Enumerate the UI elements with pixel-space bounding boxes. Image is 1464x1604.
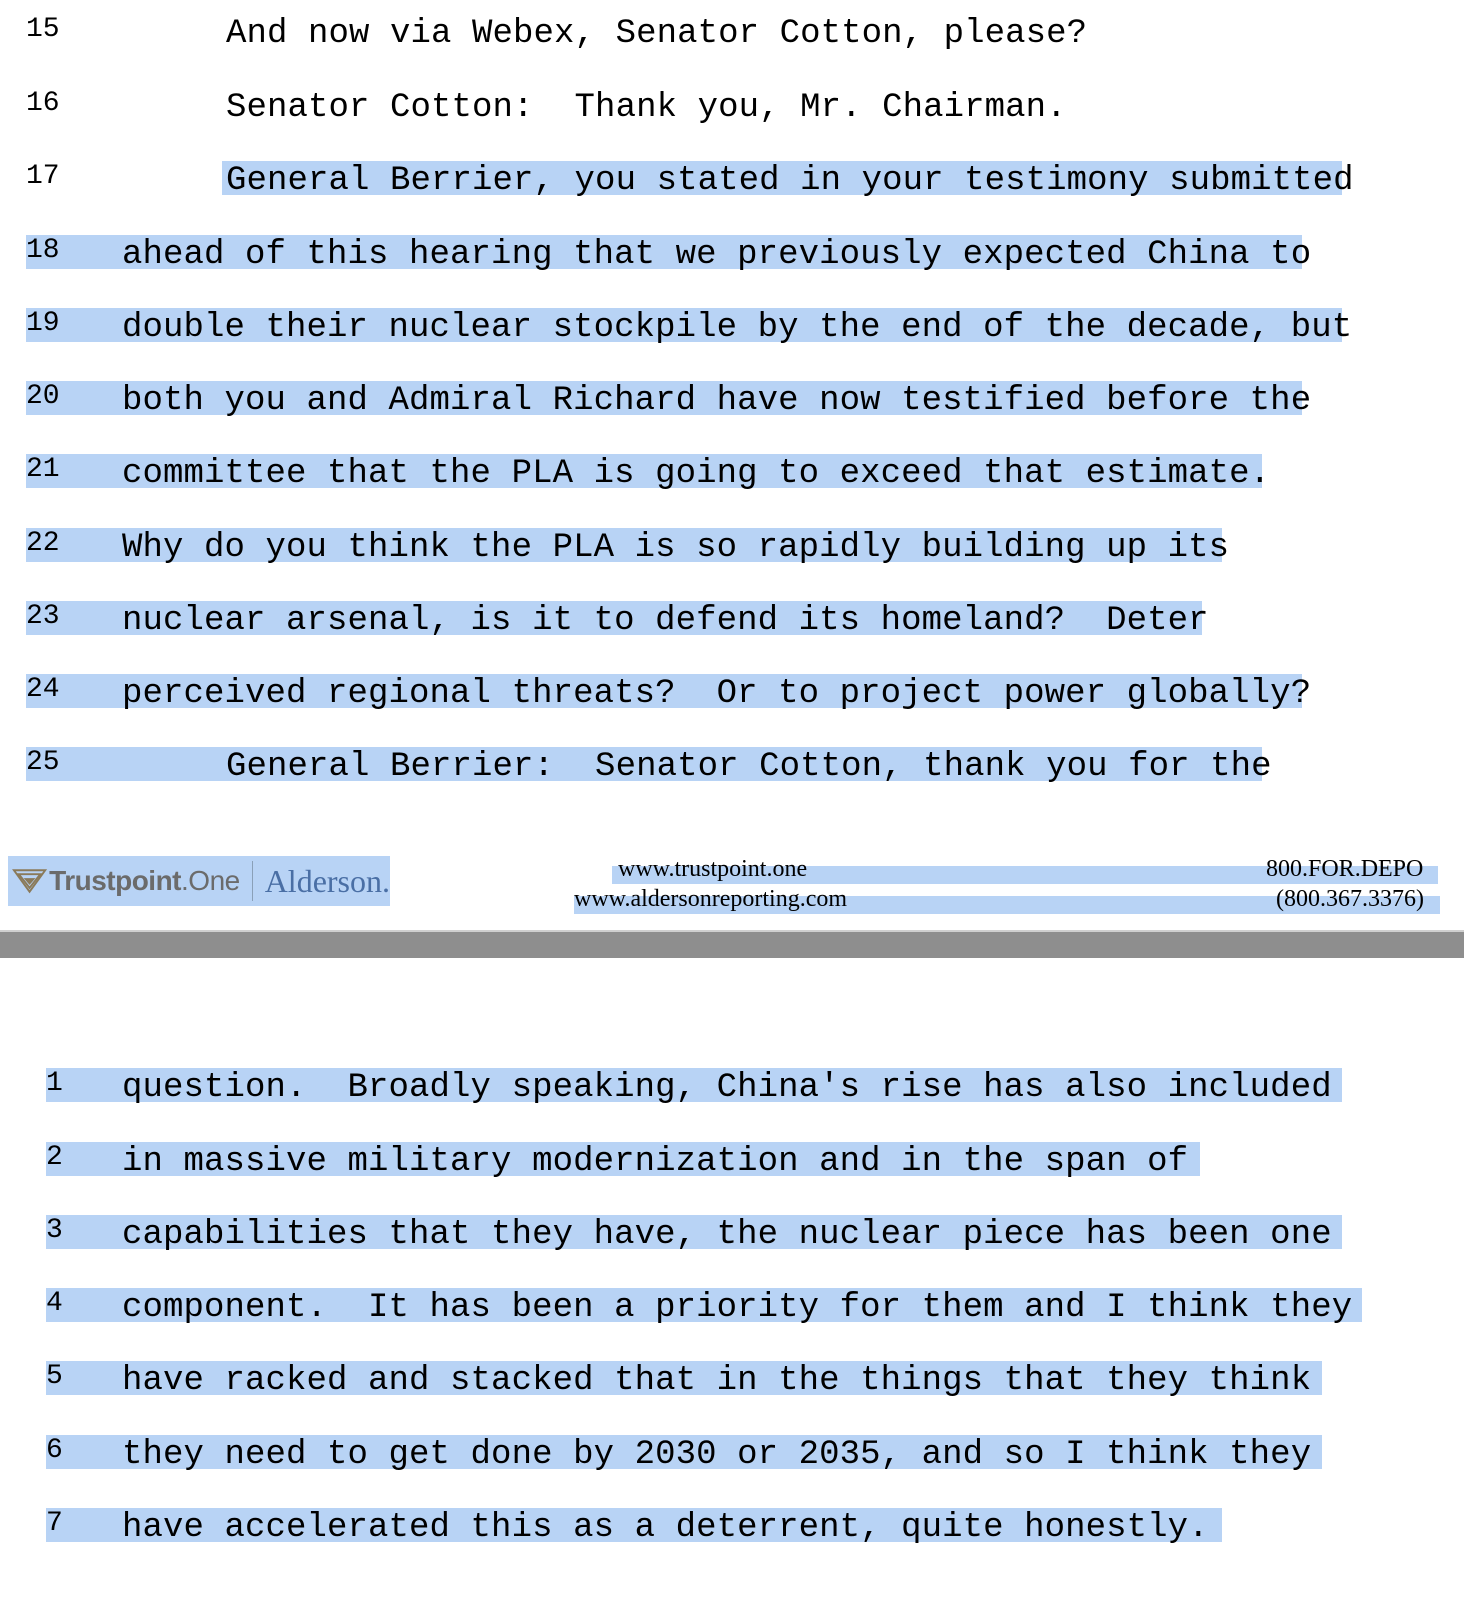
line-number: 19 [26, 308, 60, 339]
line-text[interactable]: committee that the PLA is going to exceed that estimate. [122, 455, 1271, 493]
line-text[interactable]: double their nuclear stockpile by the end of the decade, but [122, 309, 1353, 347]
footer-phone-number: (800.367.3376) [1276, 886, 1424, 912]
line-text[interactable]: question. Broadly speaking, China's rise has also included [122, 1069, 1332, 1107]
transcript-line [0, 743, 1464, 786]
line-number: 4 [46, 1288, 63, 1319]
line-number: 7 [46, 1508, 63, 1539]
line-text[interactable]: General Berrier: Senator Cotton, thank you for the [226, 748, 1272, 786]
transcript-line [0, 1211, 1464, 1254]
line-text[interactable]: in massive military modernization and in the span of [122, 1143, 1189, 1181]
footer-url-trustpoint[interactable]: www.trustpoint.one [618, 856, 808, 882]
transcript-line [0, 1504, 1464, 1547]
line-text[interactable]: Senator Cotton: Thank you, Mr. Chairman. [226, 89, 1067, 127]
line-number: 25 [26, 747, 60, 778]
line-number: 1 [46, 1068, 63, 1099]
line-number: 15 [26, 14, 60, 45]
transcript-line [0, 377, 1464, 420]
line-number: 17 [26, 161, 60, 192]
line-number: 6 [46, 1435, 63, 1466]
footer-logo [8, 856, 390, 906]
transcript-line [0, 670, 1464, 713]
logo-divider [252, 861, 253, 901]
transcript-line [0, 524, 1464, 567]
line-text[interactable]: capabilities that they have, the nuclear piece has been one [122, 1216, 1332, 1254]
line-number: 23 [26, 601, 60, 632]
line-text[interactable]: nuclear arsenal, is it to defend its homeland? Deter [122, 602, 1209, 640]
line-number: 21 [26, 454, 60, 485]
line-text[interactable]: have racked and stacked that in the things that they think [122, 1362, 1312, 1400]
alderson-logo-text: Alderson. [264, 862, 390, 899]
line-text[interactable]: ahead of this hearing that we previously expected China to [122, 236, 1312, 274]
transcript-line [0, 304, 1464, 347]
transcript-line [0, 231, 1464, 274]
line-text[interactable]: And now via Webex, Senator Cotton, please? [226, 15, 1088, 53]
transcript-line [0, 450, 1464, 493]
transcript-page-bottom [0, 958, 1464, 1604]
line-number: 5 [46, 1361, 63, 1392]
transcript-line [0, 84, 1464, 127]
line-number: 3 [46, 1215, 63, 1246]
line-text[interactable]: component. It has been a priority for them and I think they [122, 1289, 1353, 1327]
line-number: 22 [26, 528, 60, 559]
transcript-line [0, 1357, 1464, 1400]
line-text[interactable]: General Berrier, you stated in your testimony submitted [226, 162, 1354, 200]
line-number: 16 [26, 88, 60, 119]
line-number: 2 [46, 1142, 63, 1173]
transcript-line [0, 157, 1464, 200]
line-text[interactable]: Why do you think the PLA is so rapidly building up its [122, 529, 1230, 567]
line-text[interactable]: have accelerated this as a deterrent, quite honestly. [122, 1509, 1209, 1547]
trustpoint-logo-icon [12, 866, 47, 896]
footer-phone-text: 800.FOR.DEPO [1266, 856, 1424, 882]
line-number: 24 [26, 674, 60, 705]
line-text[interactable]: they need to get done by 2030 or 2035, and so I think they [122, 1436, 1312, 1474]
transcript-line [0, 597, 1464, 640]
transcript-line [0, 1064, 1464, 1107]
line-number: 20 [26, 381, 60, 412]
line-number: 18 [26, 235, 60, 266]
footer-url-alderson[interactable]: www.aldersonreporting.com [574, 886, 848, 912]
page-divider [0, 930, 1464, 958]
trustpoint-logo-text: Trustpoint.One [49, 865, 240, 896]
transcript-line [0, 1431, 1464, 1474]
line-text[interactable]: both you and Admiral Richard have now testified before the [122, 382, 1312, 420]
transcript-line [0, 1138, 1464, 1181]
transcript-line [0, 10, 1464, 53]
line-text[interactable]: perceived regional threats? Or to project power globally? [122, 675, 1312, 713]
transcript-line [0, 1284, 1464, 1327]
